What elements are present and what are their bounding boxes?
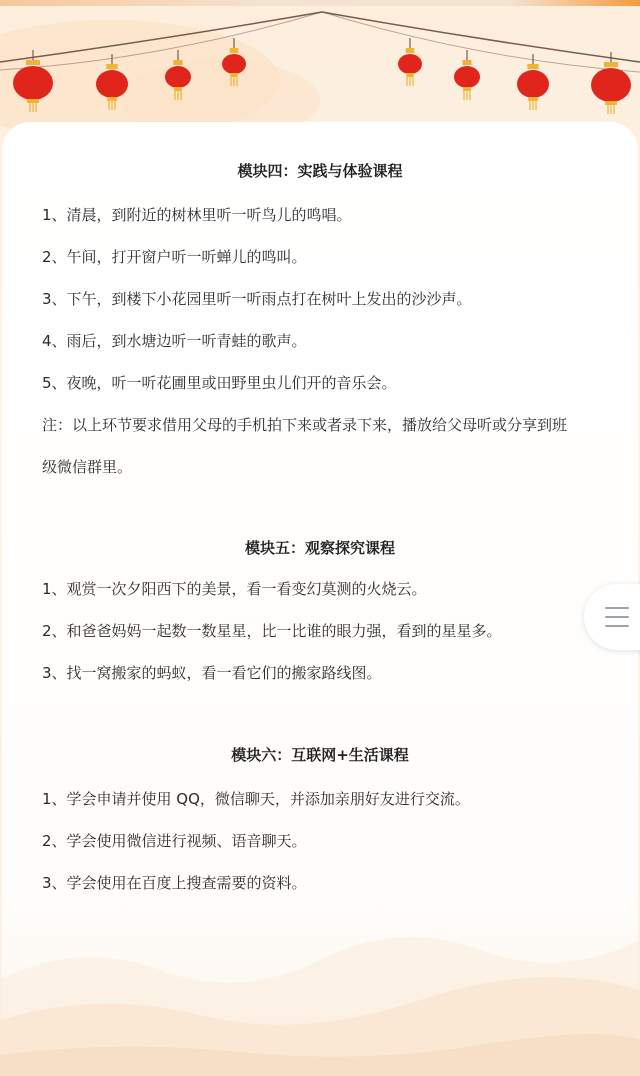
lantern-icon <box>165 50 191 100</box>
hamburger-menu-icon <box>605 625 629 627</box>
bottom-wave-decoration <box>0 880 640 1076</box>
list-item: 1、清晨，到附近的树林里听一听鸟儿的鸣唱。 <box>42 206 352 224</box>
section-title: 模块六：互联网+生活课程 <box>231 746 409 764</box>
lantern-icon <box>96 54 128 110</box>
list-item: 1、观赏一次夕阳西下的美景，看一看变幻莫测的火烧云。 <box>42 580 427 598</box>
hamburger-menu-icon <box>605 607 629 609</box>
list-item: 3、下午，到楼下小花园里听一听雨点打在树叶上发出的沙沙声。 <box>42 290 472 308</box>
lantern-icon <box>591 52 631 114</box>
lantern-icon <box>398 38 422 86</box>
list-item: 级微信群里。 <box>42 458 133 476</box>
list-item: 3、学会使用在百度上搜查需要的资料。 <box>42 874 307 892</box>
section-title: 模块五：观察探究课程 <box>244 539 395 557</box>
lantern-icon <box>222 38 246 86</box>
list-item: 3、找一窝搬家的蚂蚁，看一看它们的搬家路线图。 <box>42 664 382 682</box>
list-item: 2、学会使用微信进行视频、语音聊天。 <box>42 832 307 850</box>
list-item: 2、午间，打开窗户听一听蝉儿的鸣叫。 <box>42 248 307 266</box>
lantern-icon <box>454 50 480 100</box>
hamburger-menu-icon <box>605 616 629 618</box>
list-item: 4、雨后，到水塘边听一听青蛙的歌声。 <box>42 332 307 350</box>
section-title: 模块四：实践与体验课程 <box>237 162 403 180</box>
list-item: 注：以上环节要求借用父母的手机拍下来或者录下来，播放给父母听或分享到班 <box>42 416 568 434</box>
lantern-decoration <box>0 0 640 130</box>
list-item: 2、和爸爸妈妈一起数一数星星，比一比谁的眼力强，看到的星星多。 <box>42 622 502 640</box>
list-item: 1、学会申请并使用 QQ，微信聊天，并添加亲朋好友进行交流。 <box>42 790 470 808</box>
list-item: 5、夜晚，听一听花圃里或田野里虫儿们开的音乐会。 <box>42 374 397 392</box>
lantern-icon <box>517 54 549 110</box>
